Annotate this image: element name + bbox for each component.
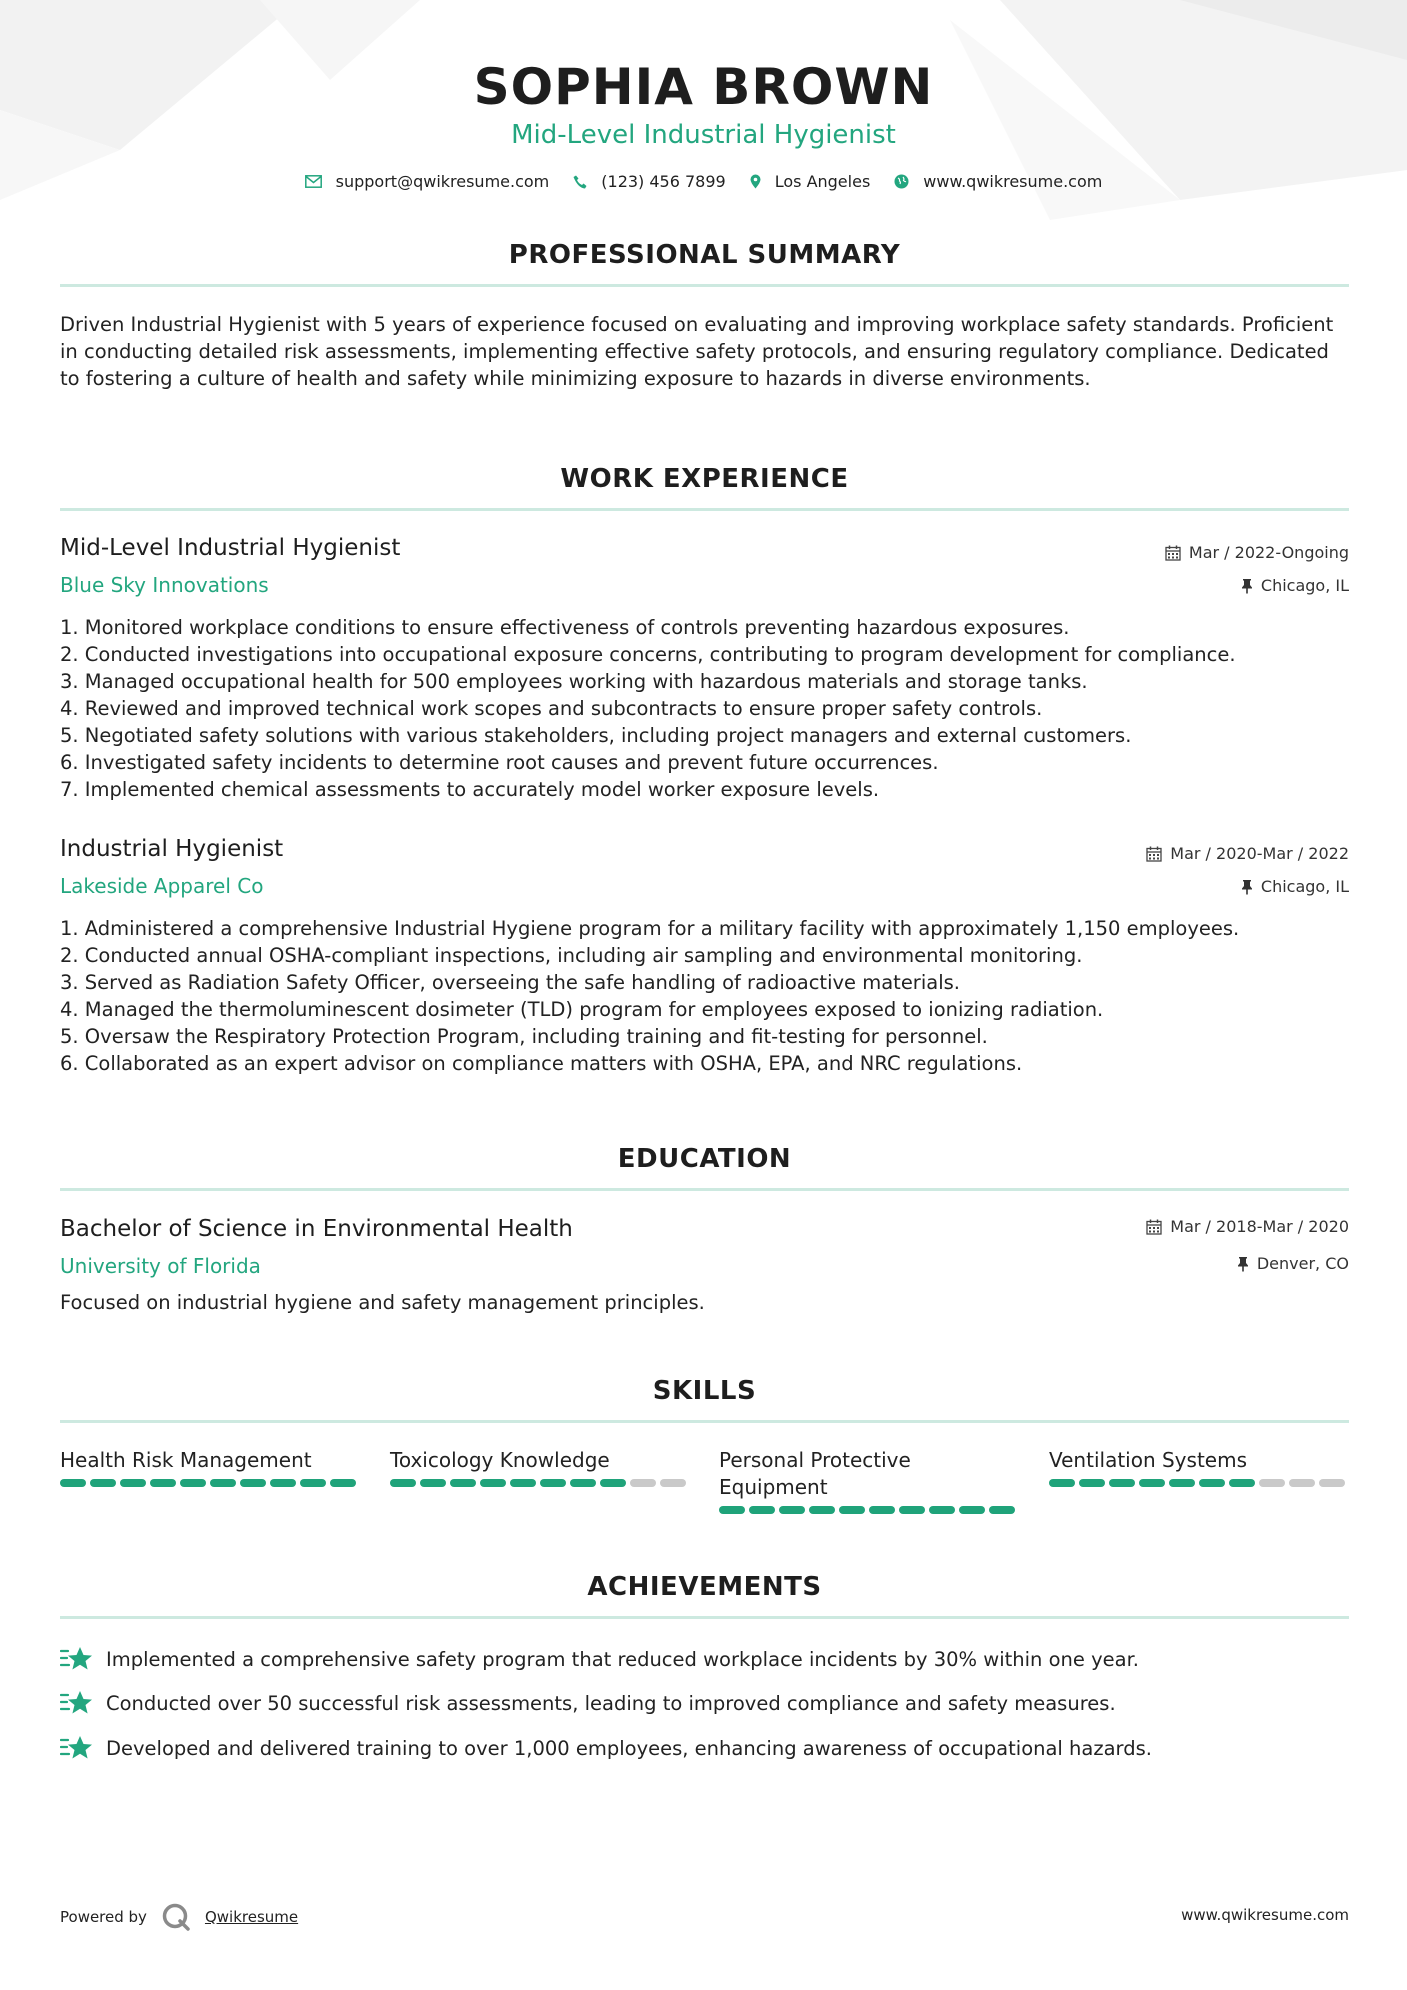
skill-dot-filled xyxy=(749,1506,775,1514)
company-name: Blue Sky Innovations xyxy=(60,573,269,597)
job-title: Industrial Hygienist xyxy=(60,836,284,862)
skill-dot-filled xyxy=(270,1479,296,1487)
skill-dot-filled xyxy=(1079,1479,1105,1487)
list-item: 2. Conducted annual OSHA-compliant inspections, including air sampling and environmental monitoring. xyxy=(60,944,1083,967)
list-item: 6. Investigated safety incidents to determine root causes and prevent future occurrences. xyxy=(60,751,939,774)
experience-divider xyxy=(60,508,1349,511)
skill-rating xyxy=(390,1479,690,1487)
job-location xyxy=(1241,576,1349,595)
skill-item xyxy=(1049,1447,1349,1487)
job-bullets xyxy=(60,614,1349,803)
achievement-text: Developed and delivered training to over 1,000 employees, enhancing awareness of occupational hazards. xyxy=(106,1736,1152,1760)
qwikresume-logo-icon xyxy=(161,1902,191,1932)
skill-item xyxy=(60,1447,360,1487)
list-item: 7. Implemented chemical assessments to accurately model worker exposure levels. xyxy=(60,778,880,801)
skill-dot-filled xyxy=(839,1506,865,1514)
skill-dot-filled xyxy=(450,1479,476,1487)
skill-dot-empty xyxy=(660,1479,686,1487)
skill-dot-filled xyxy=(150,1479,176,1487)
skill-name: Toxicology Knowledge xyxy=(390,1448,610,1472)
pushpin-icon xyxy=(1237,1256,1249,1272)
skill-dot-filled xyxy=(809,1506,835,1514)
education-divider xyxy=(60,1188,1349,1191)
phone-text: (123) 456 7899 xyxy=(601,172,726,191)
phone-icon xyxy=(573,175,587,189)
qwikresume-link[interactable]: Qwikresume xyxy=(204,1908,299,1926)
skill-dot-filled xyxy=(929,1506,955,1514)
list-item: 2. Conducted investigations into occupational exposure concerns, contributing to program development for compliance. xyxy=(60,643,1236,666)
skill-dot-filled xyxy=(90,1479,116,1487)
skill-item xyxy=(390,1447,690,1487)
education-heading: EDUCATION xyxy=(617,1144,792,1174)
achievement-item xyxy=(60,1689,1116,1717)
skill-dot-filled xyxy=(510,1479,536,1487)
job-location xyxy=(1241,877,1349,896)
achievements-heading: ACHIEVEMENTS xyxy=(587,1572,822,1602)
skills-heading: SKILLS xyxy=(652,1376,757,1406)
list-item: 1. Monitored workplace conditions to ensure effectiveness of controls preventing hazardous exposures. xyxy=(60,616,1070,639)
skill-dot-filled xyxy=(60,1479,86,1487)
skill-dot-filled xyxy=(210,1479,236,1487)
list-item: 3. Served as Radiation Safety Officer, overseeing the safe handling of radioactive materials. xyxy=(60,971,960,994)
skill-rating xyxy=(60,1479,360,1487)
star-icon xyxy=(60,1645,94,1673)
skill-dot-filled xyxy=(719,1506,745,1514)
skill-rating xyxy=(1049,1479,1349,1487)
skill-dot-filled xyxy=(570,1479,596,1487)
candidate-title: Mid-Level Industrial Hygienist xyxy=(511,120,896,150)
skill-dot-filled xyxy=(120,1479,146,1487)
skill-dot-filled xyxy=(390,1479,416,1487)
skill-dot-filled xyxy=(959,1506,985,1514)
location-text: Los Angeles xyxy=(774,172,871,191)
email-text: support@qwikresume.com xyxy=(335,172,550,191)
star-icon xyxy=(60,1734,94,1762)
skill-dot-filled xyxy=(330,1479,356,1487)
skill-dot-filled xyxy=(869,1506,895,1514)
summary-heading: PROFESSIONAL SUMMARY xyxy=(508,240,901,270)
skill-dot-filled xyxy=(899,1506,925,1514)
skill-name: Ventilation Systems xyxy=(1049,1448,1247,1472)
skill-dot-empty xyxy=(1289,1479,1315,1487)
envelope-icon xyxy=(305,175,322,188)
skill-name: Personal Protective Equipment xyxy=(719,1448,911,1499)
contact-phone[interactable] xyxy=(573,172,725,191)
achievements-divider xyxy=(60,1616,1349,1619)
job-bullets xyxy=(60,915,1349,1077)
contact-website[interactable] xyxy=(894,172,1102,191)
skill-item xyxy=(719,1447,1019,1514)
map-pin-icon xyxy=(750,174,761,189)
experience-heading: WORK EXPERIENCE xyxy=(560,464,849,494)
website-text: www.qwikresume.com xyxy=(923,172,1103,191)
skill-dot-filled xyxy=(420,1479,446,1487)
skill-dot-empty xyxy=(630,1479,656,1487)
skill-rating xyxy=(719,1506,1019,1514)
education-location xyxy=(1237,1254,1349,1273)
contact-email[interactable] xyxy=(305,172,550,191)
degree-title: Bachelor of Science in Environmental Health xyxy=(60,1216,573,1242)
powered-by-label: Powered by xyxy=(60,1908,147,1926)
contact-location xyxy=(750,172,871,191)
job-dates xyxy=(1165,543,1349,562)
skill-dot-filled xyxy=(600,1479,626,1487)
achievement-text: Conducted over 50 successful risk assessments, leading to improved compliance and safety measures. xyxy=(106,1691,1116,1715)
achievement-item xyxy=(60,1645,1139,1673)
job-title: Mid-Level Industrial Hygienist xyxy=(60,535,401,561)
skill-dot-filled xyxy=(540,1479,566,1487)
skill-dot-filled xyxy=(779,1506,805,1514)
star-icon xyxy=(60,1689,94,1717)
summary-divider xyxy=(60,284,1349,287)
job-location-text: Chicago, IL xyxy=(1260,877,1349,896)
skill-dot-empty xyxy=(1319,1479,1345,1487)
footer-url[interactable]: www.qwikresume.com xyxy=(1181,1906,1349,1924)
education-description: Focused on industrial hygiene and safety management principles. xyxy=(60,1291,705,1314)
list-item: 5. Oversaw the Respiratory Protection Program, including training and fit-testing for personnel. xyxy=(60,1025,988,1048)
skill-dot-empty xyxy=(1259,1479,1285,1487)
footer-powered-by xyxy=(60,1902,298,1932)
skill-dot-filled xyxy=(1049,1479,1075,1487)
list-item: 3. Managed occupational health for 500 employees working with hazardous materials and storage tanks. xyxy=(60,670,1088,693)
candidate-name: SOPHIA BROWN xyxy=(473,58,934,116)
job-location-text: Chicago, IL xyxy=(1260,576,1349,595)
achievement-item xyxy=(60,1734,1152,1762)
list-item: 4. Managed the thermoluminescent dosimeter (TLD) program for employees exposed to ionizing radiation. xyxy=(60,998,1104,1021)
skill-dot-filled xyxy=(1169,1479,1195,1487)
calendar-icon xyxy=(1146,1219,1162,1235)
skills-grid xyxy=(60,1447,1349,1567)
skill-dot-filled xyxy=(1109,1479,1135,1487)
achievement-text: Implemented a comprehensive safety program that reduced workplace incidents by 30% within one year. xyxy=(106,1647,1140,1671)
skills-divider xyxy=(60,1420,1349,1423)
skill-dot-filled xyxy=(300,1479,326,1487)
calendar-icon xyxy=(1165,545,1181,561)
list-item: 4. Reviewed and improved technical work scopes and subcontracts to ensure proper safety controls. xyxy=(60,697,1043,720)
contact-bar xyxy=(0,172,1407,191)
calendar-icon xyxy=(1146,846,1162,862)
list-item: 5. Negotiated safety solutions with various stakeholders, including project managers and external customers. xyxy=(60,724,1132,747)
education-dates-text: Mar / 2018-Mar / 2020 xyxy=(1170,1217,1349,1236)
skill-dot-filled xyxy=(180,1479,206,1487)
list-item: 1. Administered a comprehensive Industrial Hygiene program for a military facility with approximately 1,150 employees. xyxy=(60,917,1240,940)
job-dates-text: Mar / 2022-Ongoing xyxy=(1188,543,1349,562)
pushpin-icon xyxy=(1241,879,1253,895)
list-item: 6. Collaborated as an expert advisor on compliance matters with OSHA, EPA, and NRC regulations. xyxy=(60,1052,1023,1075)
education-location-text: Denver, CO xyxy=(1256,1254,1349,1273)
skill-dot-filled xyxy=(1199,1479,1225,1487)
globe-icon xyxy=(894,174,909,189)
education-dates xyxy=(1146,1217,1349,1236)
job-dates-text: Mar / 2020-Mar / 2022 xyxy=(1170,844,1349,863)
school-name: University of Florida xyxy=(60,1254,261,1278)
skill-name: Health Risk Management xyxy=(60,1448,312,1472)
skill-dot-filled xyxy=(1139,1479,1165,1487)
skill-dot-filled xyxy=(480,1479,506,1487)
skill-dot-filled xyxy=(1229,1479,1255,1487)
job-dates xyxy=(1146,844,1349,863)
company-name: Lakeside Apparel Co xyxy=(60,874,264,898)
skill-dot-filled xyxy=(240,1479,266,1487)
summary-text: Driven Industrial Hygienist with 5 years of experience focused on evaluating and improving workplace safety standards. Proficient in conducting detailed risk assessments, implementing effective safety protocols, and ensuring regulatory compliance. Dedicated to fostering a culture of health and safety while minimizing exposure to hazards in diverse environments. xyxy=(60,313,1334,390)
skill-dot-filled xyxy=(989,1506,1015,1514)
pushpin-icon xyxy=(1241,578,1253,594)
